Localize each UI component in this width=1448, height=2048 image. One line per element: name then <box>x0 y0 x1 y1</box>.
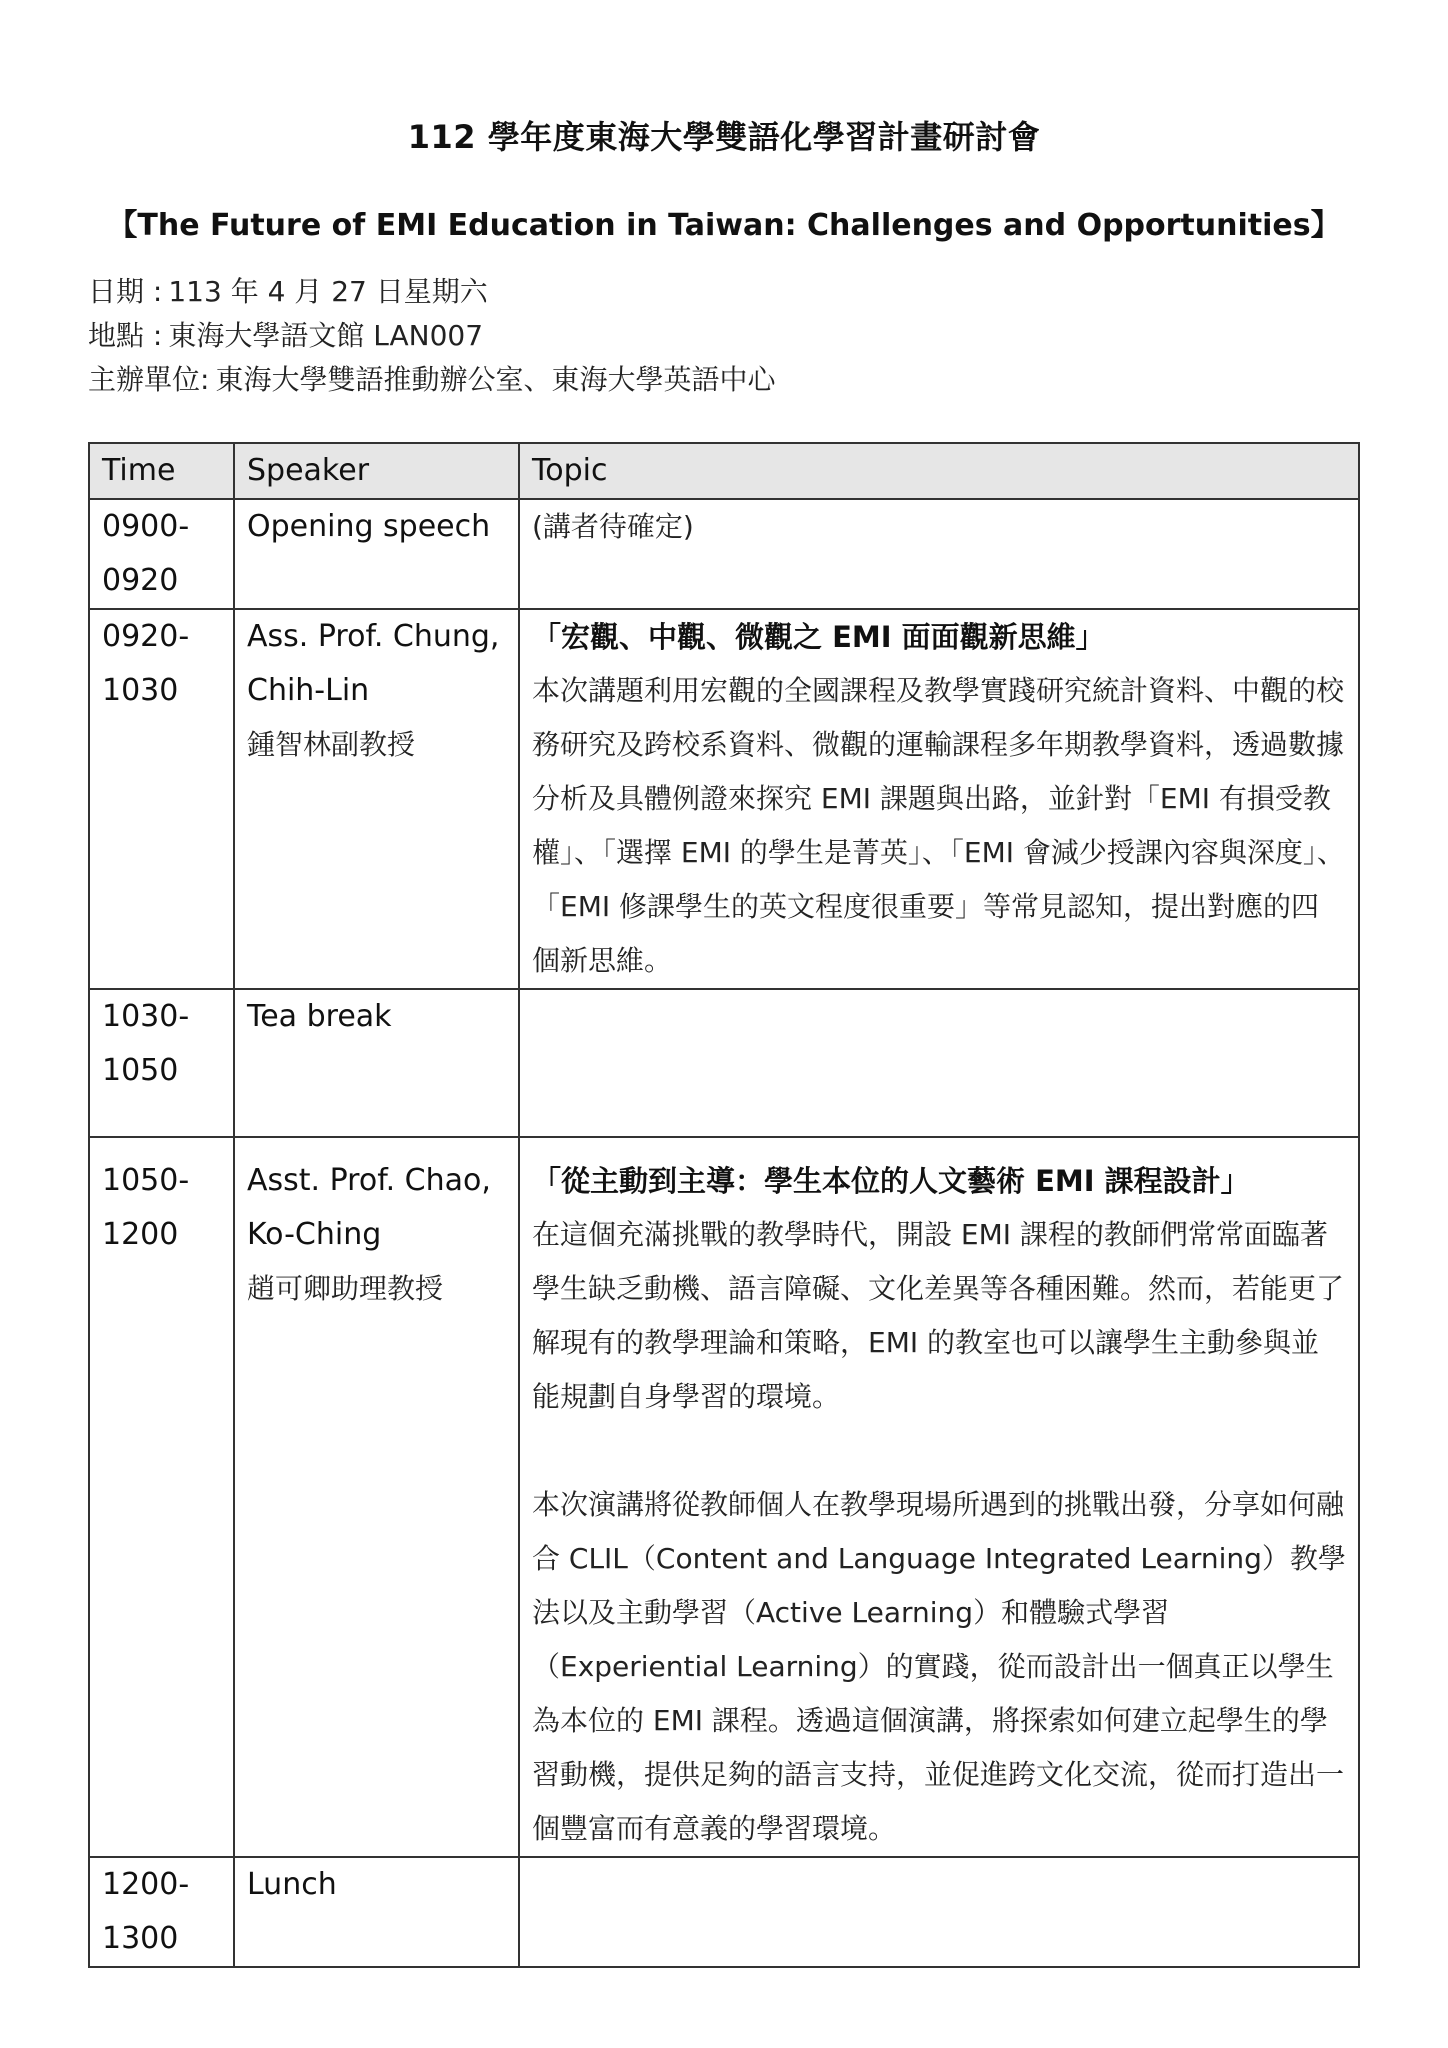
time-start: 0920- <box>102 619 190 654</box>
time-start: 1050- <box>102 1163 190 1198</box>
topic-cell <box>519 609 1359 989</box>
speaker-cell <box>234 499 519 609</box>
speaker-name-cont: Chih-Lin <box>247 673 370 708</box>
time-cell <box>89 1857 234 1967</box>
agenda-table <box>88 442 1360 1968</box>
header-topic: Topic <box>519 443 1359 499</box>
time-start: 1030- <box>102 999 190 1034</box>
speaker-cell <box>234 989 519 1137</box>
time-end: 1030 <box>102 673 179 708</box>
speaker-name: Tea break <box>247 999 392 1034</box>
table-row <box>89 989 1359 1137</box>
table-header-row <box>89 443 1359 499</box>
topic-cell <box>519 499 1359 609</box>
topic-cell <box>519 1137 1359 1857</box>
meta-venue <box>88 314 483 354</box>
topic-title: 「從主動到主導：學生本位的人文藝術 EMI 課程設計」 <box>532 1164 1250 1198</box>
table-row <box>89 1857 1359 1967</box>
speaker-cell <box>234 1137 519 1857</box>
topic-cell <box>519 1857 1359 1967</box>
topic-description: 本次講題利用宏觀的全國課程及教學實踐研究統計資料、中觀的校務研究及跨校系資料、微觀的運輸課程多年期教學資料，透過數據分析及具體例證來探究 EMI 課題與出路，並針對「EMI 有損受教權」、「選擇 EMI 的學生是菁英」、「EMI 會減少授課內容與深度」、「EMI 修課學生的英文程度很重要」等常見認知，提出對應的四個新思維。 <box>532 674 1345 977</box>
meta-host <box>88 358 775 398</box>
speaker-name: Ass. Prof. Chung, <box>247 619 500 654</box>
topic-text: (講者待確定) <box>532 510 694 543</box>
speaker-name-cont: Ko-Ching <box>247 1217 382 1252</box>
topic-description-2: 本次演講將從教師個人在教學現場所遇到的挑戰出發，分享如何融合 CLIL（Content and Language Integrated Learning）教學法以及主動學習（Active Learning）和體驗式學習（Experiential Learning）的實踐，從而設計出一個真正以學生為本位的 EMI 課程。透過這個演講，將探索如何建立起學生的學習動機，提供足夠的語言支持，並促進跨文化交流，從而打造出一個豐富而有意義的學習環境。 <box>532 1488 1346 1845</box>
table-row <box>89 609 1359 989</box>
speaker-name: Asst. Prof. Chao, <box>247 1163 491 1198</box>
time-end: 1050 <box>102 1053 179 1088</box>
speaker-name-zh: 鍾智林副教授 <box>247 728 416 761</box>
host-label: 主辦單位: <box>88 363 210 396</box>
speaker-name: Lunch <box>247 1867 337 1902</box>
date-value: 113 年 4 月 27 日星期六 <box>168 275 488 308</box>
paragraph-gap <box>532 1424 1346 1478</box>
topic-cell <box>519 989 1359 1137</box>
venue-label: 地點 : <box>88 319 163 352</box>
time-end: 1200 <box>102 1217 179 1252</box>
document-title: 112 學年度東海大學雙語化學習計畫研討會 <box>407 118 1041 156</box>
header-speaker: Speaker <box>234 443 519 499</box>
time-end: 1300 <box>102 1921 179 1956</box>
meta-date <box>88 270 488 310</box>
time-cell <box>89 1137 234 1857</box>
time-cell <box>89 609 234 989</box>
table-row <box>89 1137 1359 1857</box>
time-cell <box>89 499 234 609</box>
speaker-name-zh: 趙可卿助理教授 <box>247 1272 444 1305</box>
date-label: 日期 : <box>88 275 163 308</box>
time-end: 0920 <box>102 563 179 598</box>
topic-description: 在這個充滿挑戰的教學時代，開設 EMI 課程的教師們常常面臨著學生缺乏動機、語言障礙、文化差異等各種困難。然而，若能更了解現有的教學理論和策略，EMI 的教室也可以讓學生主動參與並能規劃自身學習的環境。 <box>532 1218 1345 1413</box>
speaker-cell <box>234 1857 519 1967</box>
header-time: Time <box>89 443 234 499</box>
speaker-name: Opening speech <box>247 509 491 544</box>
speaker-cell <box>234 609 519 989</box>
topic-title: 「宏觀、中觀、微觀之 EMI 面面觀新思維」 <box>532 620 1105 654</box>
host-value: 東海大學雙語推動辦公室、東海大學英語中心 <box>215 363 776 396</box>
table-row <box>89 499 1359 609</box>
time-cell <box>89 989 234 1137</box>
time-start: 0900- <box>102 509 190 544</box>
document-subtitle: 【The Future of EMI Education in Taiwan: Challenges and Opportunities】 <box>107 208 1341 243</box>
time-start: 1200- <box>102 1867 190 1902</box>
venue-value: 東海大學語文館 LAN007 <box>168 319 484 352</box>
